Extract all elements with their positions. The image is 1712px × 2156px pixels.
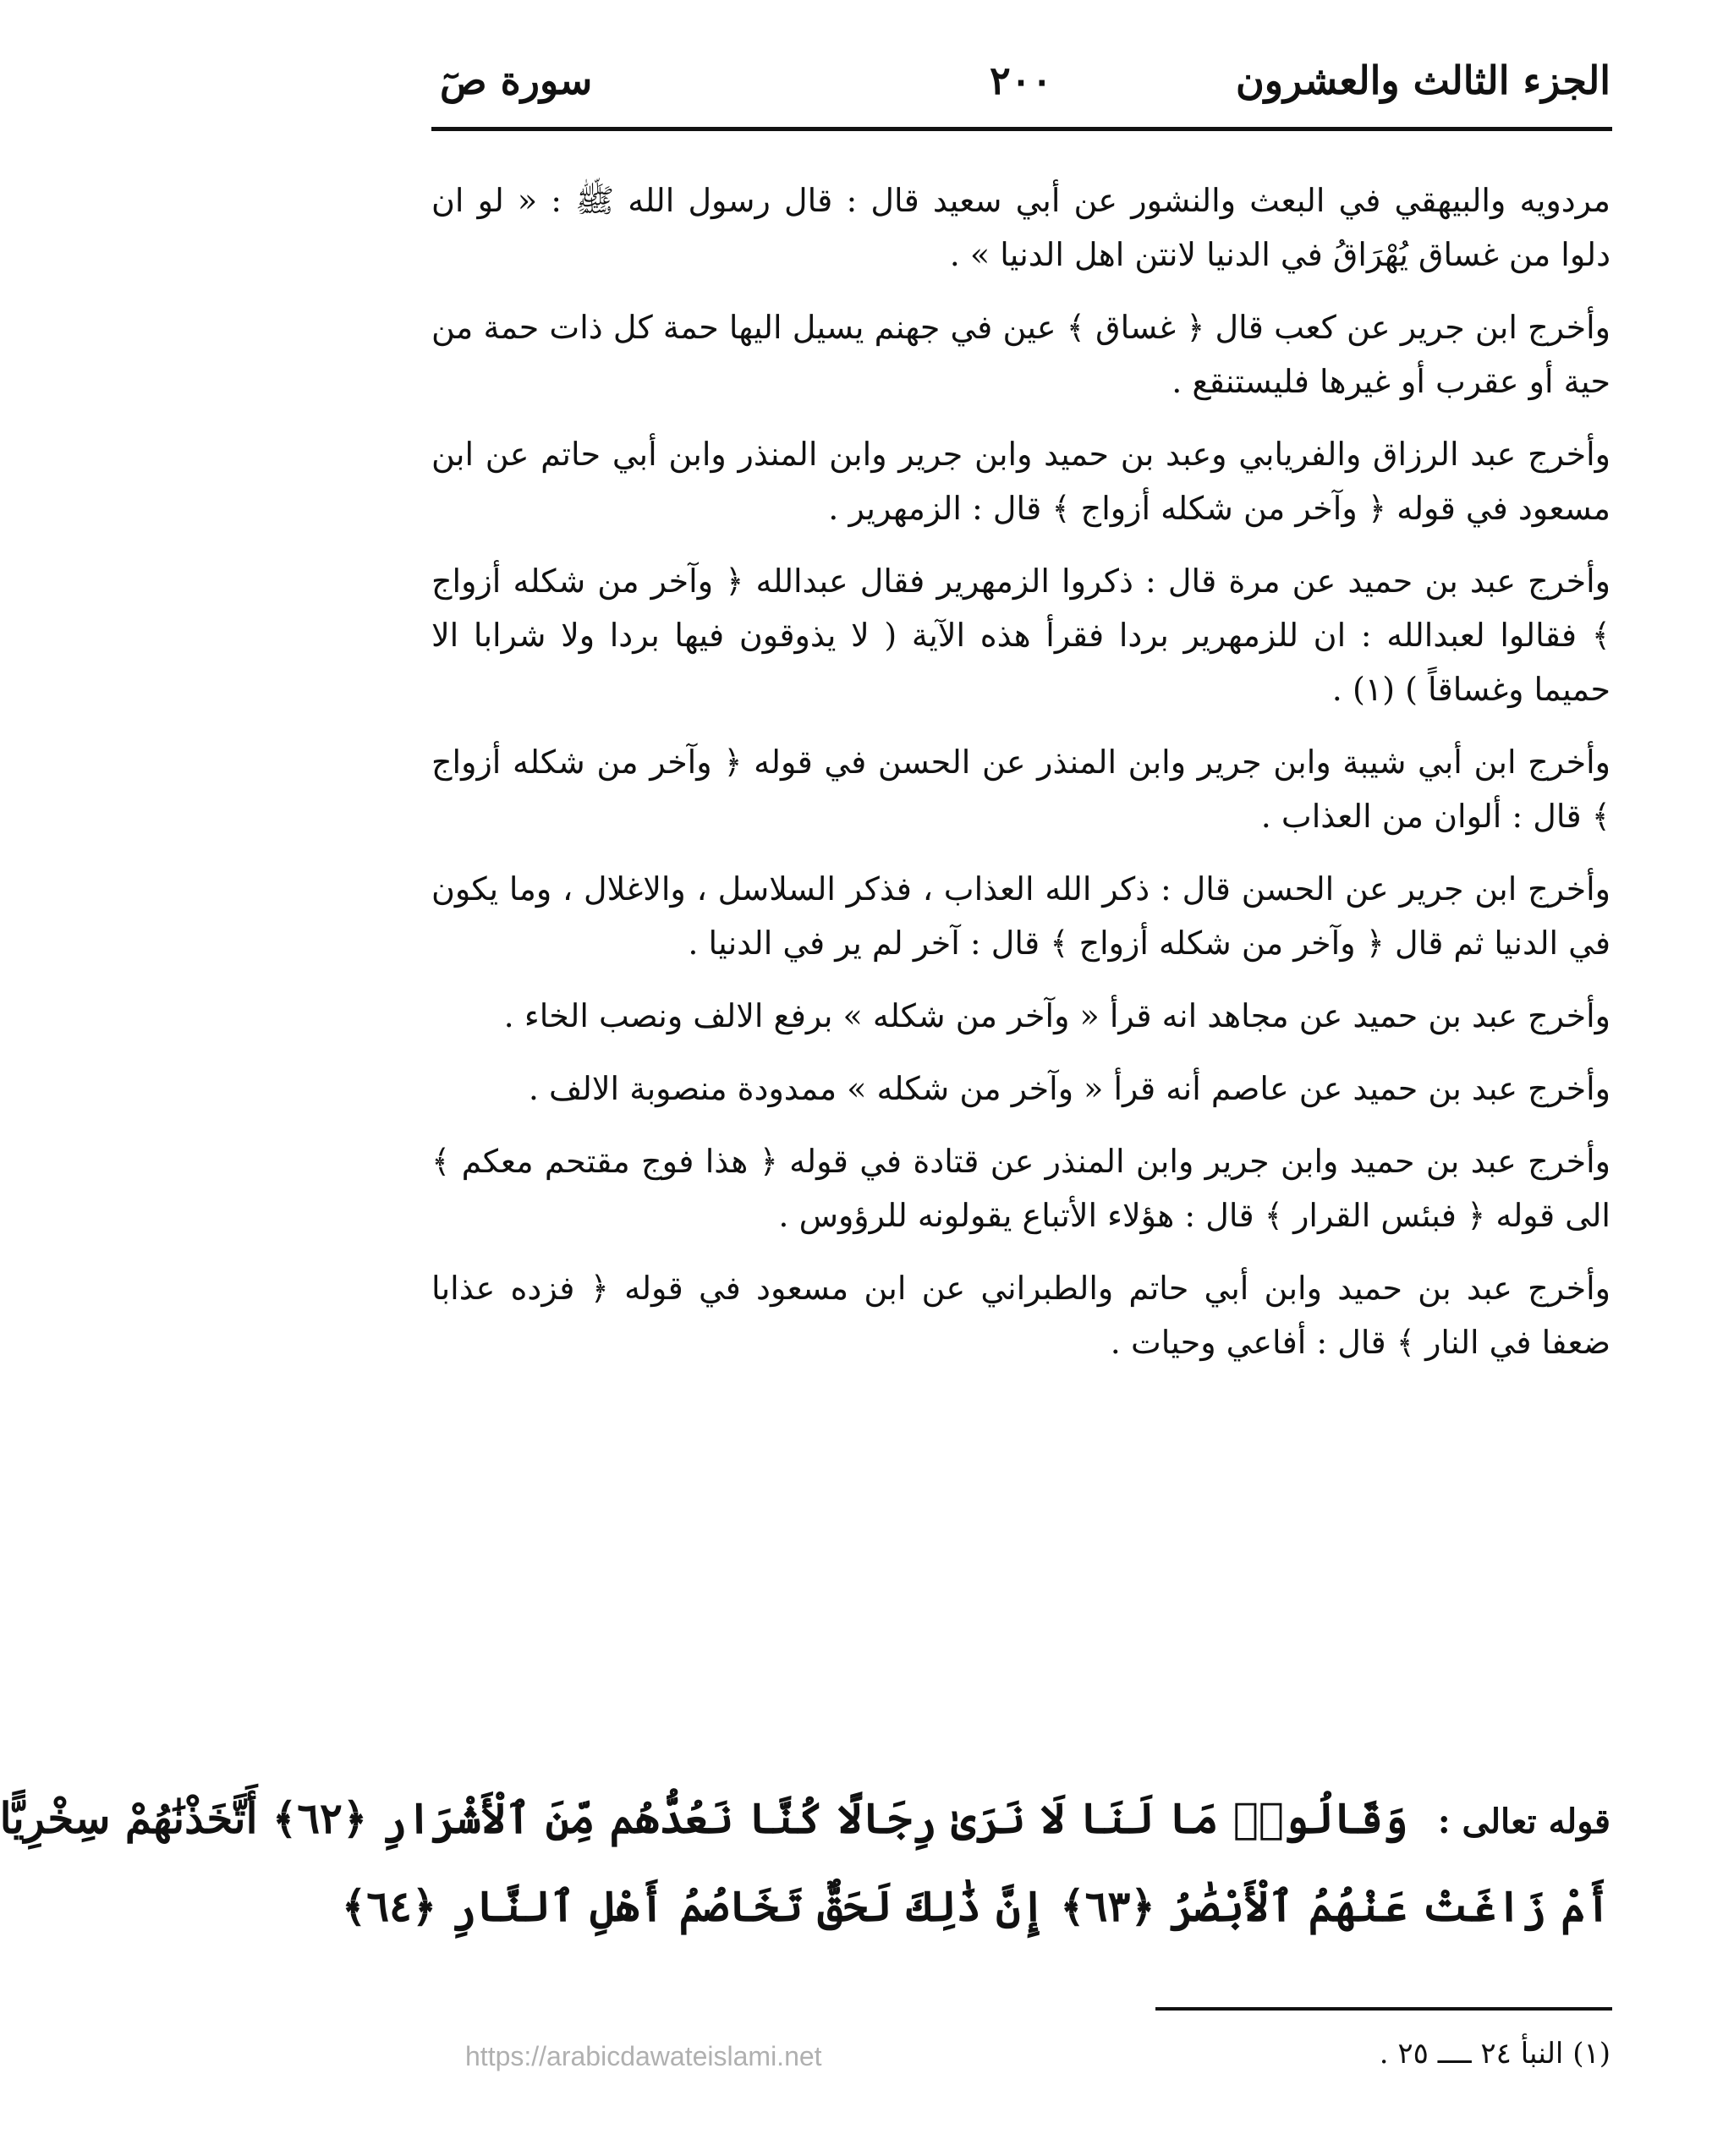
paragraph: وأخرج عبد بن حميد عن مرة قال : ذكروا الزمهرير فقال عبدالله ﴿ وآخر من شكله أزواج ﴾ فقالوا لعبدالله : ان للزمهرير بردا فقرأ هذه الآية ( لا يذوقون فيها بردا ولا شرابا الا حميما وغساقاً ) (١) . bbox=[431, 562, 1610, 708]
page-header bbox=[431, 47, 1610, 114]
header-divider bbox=[431, 127, 1612, 131]
verse-text-1: وَقَالُوا۟ مَا لَنَا لَا نَرَىٰ رِجَالًا كُنَّا نَعُدُّهُم مِّنَ ٱلْأَشْرَارِ ﴿٦٢﴾ أَتَّخَذْنَٰهُمْ سِخْرِيًّا bbox=[0, 1793, 1408, 1843]
paragraph: وأخرج ابن أبي شيبة وابن جرير وابن المنذر عن الحسن في قوله ﴿ وآخر من شكله أزواج ﴾ قال : ألوان من العذاب . bbox=[431, 743, 1610, 835]
verse-intro: قوله تعالى : bbox=[1437, 1802, 1610, 1841]
page-number: ٢٠٠ bbox=[989, 58, 1053, 103]
verse-line-2 bbox=[341, 1864, 1610, 1949]
footnote-divider bbox=[1155, 2007, 1612, 2011]
surah-title: سورة صٓ bbox=[440, 58, 593, 103]
paragraph: وأخرج عبد الرزاق والفريابي وعبد بن حميد وابن جرير وابن المنذر وابن أبي حاتم عن ابن مسعود في قوله ﴿ وآخر من شكله أزواج ﴾ قال : الزمهرير . bbox=[431, 436, 1610, 527]
paragraph: وأخرج عبد بن حميد عن عاصم أنه قرأ « وآخر من شكله » ممدودة منصوبة الالف . bbox=[528, 1070, 1610, 1107]
part-title: الجزء الثالث والعشرون bbox=[1235, 58, 1610, 103]
body-text bbox=[431, 173, 1610, 1388]
paragraph: وأخرج ابن جرير عن الحسن قال : ذكر الله العذاب ، فذكر السلاسل ، والاغلال ، وما يكون في الدنيا ثم قال ﴿ وآخر من شكله أزواج ﴾ قال : آخر لم ير في الدنيا . bbox=[431, 870, 1610, 962]
paragraph: وأخرج ابن جرير عن كعب قال ﴿ غساق ﴾ عين في جهنم يسيل اليها حمة كل ذات حمة من حية أو عقرب أو غيرها فليستنقع . bbox=[431, 309, 1610, 400]
footnote: (١) النبأ ٢٤ ــــ ٢٥ . bbox=[1379, 2037, 1610, 2071]
quran-verse-block bbox=[0, 1776, 1610, 1954]
watermark-url: https://arabicdawateislami.net bbox=[465, 2041, 822, 2071]
paragraph: مردويه والبيهقي في البعث والنشور عن أبي سعيد قال : قال رسول الله ﷺ : « لو ان دلوا من غساق يُهْرَاقُ في الدنيا لانتن اهل الدنيا » . bbox=[431, 182, 1610, 273]
paragraph: وأخرج عبد بن حميد وابن جرير وابن المنذر عن قتادة في قوله ﴿ هذا فوج مقتحم معكم ﴾ الى قوله ﴿ فبئس القرار ﴾ قال : هؤلاء الأتباع يقولونه للرؤوس . bbox=[431, 1143, 1610, 1234]
verse-line-1 bbox=[0, 1776, 1610, 1864]
paragraph: وأخرج عبد بن حميد وابن أبي حاتم والطبراني عن ابن مسعود في قوله ﴿ فزده عذابا ضعفا في النار ﴾ قال : أفاعي وحيات . bbox=[431, 1270, 1610, 1361]
paragraph: وأخرج عبد بن حميد عن مجاهد انه قرأ « وآخر من شكله » برفع الالف ونصب الخاء . bbox=[503, 997, 1610, 1034]
verse-text-2: أَمْ زَاغَتْ عَنْهُمُ ٱلْأَبْصَٰرُ ﴿٦٣﴾ إِنَّ ذَٰلِكَ لَحَقٌّ تَخَاصُمُ أَهْلِ ٱلنَّارِ ﴿٦٤﴾ bbox=[341, 1881, 1610, 1931]
